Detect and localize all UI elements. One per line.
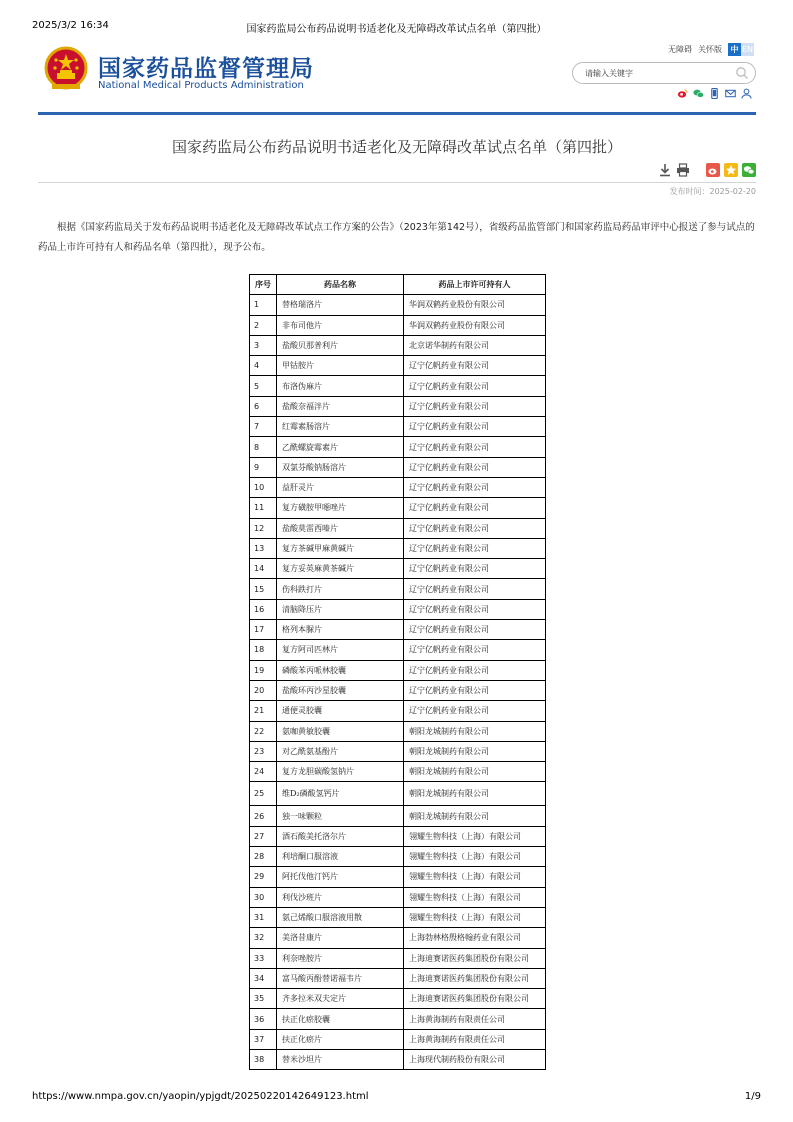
row-index: 6 xyxy=(250,396,277,416)
table-row xyxy=(250,295,546,315)
article-title: 国家药监局公布药品说明书适老化及无障碍改革试点名单（第四批） xyxy=(171,138,622,156)
row-index: 37 xyxy=(250,1029,277,1049)
print-icon[interactable] xyxy=(676,163,690,177)
row-holder: 辽宁亿帆药业有限公司 xyxy=(404,437,546,457)
table-row xyxy=(250,640,546,660)
row-holder: 辽宁亿帆药业有限公司 xyxy=(404,356,546,376)
row-index: 34 xyxy=(250,968,277,988)
table-body xyxy=(250,295,546,1070)
row-drug-name: 复方茶碱甲麻黄碱片 xyxy=(277,538,404,558)
header-index: 序号 xyxy=(250,275,277,295)
row-drug-name: 替米沙坦片 xyxy=(277,1049,404,1069)
row-drug-name: 清脑降压片 xyxy=(277,599,404,619)
row-drug-name: 复方龙胆碳酸氢钠片 xyxy=(277,762,404,782)
row-holder: 上海勃林格殷格翰药业有限公司 xyxy=(404,928,546,948)
row-holder: 辽宁亿帆药业有限公司 xyxy=(404,559,546,579)
row-index: 4 xyxy=(250,356,277,376)
row-drug-name: 利奈唑胺片 xyxy=(277,948,404,968)
row-index: 30 xyxy=(250,887,277,907)
row-holder: 上海迪赛诺医药集团股份有限公司 xyxy=(404,968,546,988)
row-drug-name: 酒石酸美托洛尔片 xyxy=(277,826,404,846)
table-row xyxy=(250,660,546,680)
row-holder: 辽宁亿帆药业有限公司 xyxy=(404,396,546,416)
table-row xyxy=(250,356,546,376)
social-row xyxy=(677,88,752,99)
row-holder: 朝阳龙城制药有限公司 xyxy=(404,782,546,806)
row-holder: 北京诺华制药有限公司 xyxy=(404,335,546,355)
row-index: 10 xyxy=(250,477,277,497)
print-header xyxy=(32,20,761,34)
header-divider xyxy=(38,112,756,115)
header-drug-name: 药品名称 xyxy=(277,275,404,295)
row-index: 12 xyxy=(250,518,277,538)
row-holder: 辽宁亿帆药业有限公司 xyxy=(404,599,546,619)
row-index: 17 xyxy=(250,620,277,640)
row-holder: 翎耀生物科技（上海）有限公司 xyxy=(404,867,546,887)
national-emblem-icon xyxy=(44,46,88,92)
table-row xyxy=(250,457,546,477)
search-input[interactable] xyxy=(585,66,725,80)
table-row xyxy=(250,826,546,846)
table-row xyxy=(250,928,546,948)
print-footer xyxy=(32,1091,761,1105)
row-drug-name: 格列本脲片 xyxy=(277,620,404,640)
table-row xyxy=(250,968,546,988)
table-row xyxy=(250,806,546,826)
row-drug-name: 齐多拉米双夫定片 xyxy=(277,989,404,1009)
mobile-icon[interactable] xyxy=(709,88,720,99)
publish-date xyxy=(670,186,757,197)
row-drug-name: 复方磺胺甲噁唑片 xyxy=(277,498,404,518)
row-drug-name: 双氯芬酸钠肠溶片 xyxy=(277,457,404,477)
table-row xyxy=(250,559,546,579)
row-drug-name: 扶正化瘀片 xyxy=(277,1029,404,1049)
row-drug-name: 通便灵胶囊 xyxy=(277,701,404,721)
row-holder: 翎耀生物科技（上海）有限公司 xyxy=(404,887,546,907)
row-drug-name: 富马酸丙酚替诺福韦片 xyxy=(277,968,404,988)
share-weibo-icon[interactable] xyxy=(706,163,720,177)
drug-list-table xyxy=(249,274,546,1070)
table-row xyxy=(250,741,546,761)
table-row xyxy=(250,867,546,887)
row-index: 27 xyxy=(250,826,277,846)
site-name-cn[interactable]: 国家药品监督管理局 xyxy=(98,56,314,82)
share-qzone-icon[interactable] xyxy=(724,163,738,177)
row-index: 25 xyxy=(250,782,277,806)
site-header xyxy=(38,40,756,112)
table-row xyxy=(250,701,546,721)
row-drug-name: 利伐沙班片 xyxy=(277,887,404,907)
row-holder: 辽宁亿帆药业有限公司 xyxy=(404,376,546,396)
row-holder: 上海现代制药股份有限公司 xyxy=(404,1049,546,1069)
row-holder: 华润双鹤药业股份有限公司 xyxy=(404,315,546,335)
row-holder: 辽宁亿帆药业有限公司 xyxy=(404,538,546,558)
table-row xyxy=(250,1009,546,1029)
row-holder: 上海黄海制药有限责任公司 xyxy=(404,1009,546,1029)
row-index: 35 xyxy=(250,989,277,1009)
search-box xyxy=(572,62,756,84)
row-drug-name: 利培酮口服溶液 xyxy=(277,847,404,867)
row-index: 38 xyxy=(250,1049,277,1069)
row-holder: 朝阳龙城制药有限公司 xyxy=(404,806,546,826)
row-holder: 辽宁亿帆药业有限公司 xyxy=(404,640,546,660)
row-index: 3 xyxy=(250,335,277,355)
table-row xyxy=(250,1029,546,1049)
publish-label: 发布时间： xyxy=(669,187,710,196)
row-drug-name: 复方阿司匹林片 xyxy=(277,640,404,660)
table-row xyxy=(250,335,546,355)
table-row xyxy=(250,989,546,1009)
header-holder: 药品上市许可持有人 xyxy=(404,275,546,295)
table-row xyxy=(250,498,546,518)
table-row xyxy=(250,477,546,497)
table-row xyxy=(250,417,546,437)
row-index: 26 xyxy=(250,806,277,826)
lang-cn-button[interactable]: 中 xyxy=(728,43,741,56)
row-drug-name: 氨己烯酸口服溶液用散 xyxy=(277,907,404,927)
row-drug-name: 盐酸贝那普利片 xyxy=(277,335,404,355)
row-index: 31 xyxy=(250,907,277,927)
table-row xyxy=(250,396,546,416)
row-holder: 辽宁亿帆药业有限公司 xyxy=(404,477,546,497)
row-drug-name: 独一味颗粒 xyxy=(277,806,404,826)
title-divider xyxy=(38,182,756,183)
print-url: https://www.nmpa.gov.cn/yaopin/ypjgdt/20250220142649123.html xyxy=(32,1091,369,1102)
table-row xyxy=(250,437,546,457)
row-drug-name: 对乙酰氨基酚片 xyxy=(277,741,404,761)
table-row xyxy=(250,315,546,335)
row-drug-name: 替格瑞洛片 xyxy=(277,295,404,315)
row-index: 20 xyxy=(250,680,277,700)
row-drug-name: 盐酸莫雷西嗪片 xyxy=(277,518,404,538)
row-drug-name: 伤科跌打片 xyxy=(277,579,404,599)
row-index: 33 xyxy=(250,948,277,968)
weibo-icon[interactable] xyxy=(677,88,688,99)
row-index: 18 xyxy=(250,640,277,660)
row-holder: 朝阳龙城制药有限公司 xyxy=(404,721,546,741)
row-drug-name: 红霉素肠溶片 xyxy=(277,417,404,437)
row-index: 9 xyxy=(250,457,277,477)
table-row xyxy=(250,907,546,927)
row-index: 5 xyxy=(250,376,277,396)
mail-icon[interactable] xyxy=(725,88,736,99)
row-index: 13 xyxy=(250,538,277,558)
user-icon[interactable] xyxy=(741,88,752,99)
row-holder: 辽宁亿帆药业有限公司 xyxy=(404,680,546,700)
row-holder: 辽宁亿帆药业有限公司 xyxy=(404,620,546,640)
table-row xyxy=(250,847,546,867)
print-datetime: 2025/3/2 16:34 xyxy=(32,20,109,31)
row-holder: 翎耀生物科技（上海）有限公司 xyxy=(404,826,546,846)
row-index: 15 xyxy=(250,579,277,599)
table-row xyxy=(250,620,546,640)
row-holder: 辽宁亿帆药业有限公司 xyxy=(404,518,546,538)
row-drug-name: 益肝灵片 xyxy=(277,477,404,497)
row-holder: 上海黄海制药有限责任公司 xyxy=(404,1029,546,1049)
row-index: 36 xyxy=(250,1009,277,1029)
row-index: 24 xyxy=(250,762,277,782)
table-row xyxy=(250,579,546,599)
article-tools xyxy=(658,163,756,177)
publish-date-value: 2025-02-20 xyxy=(709,187,756,196)
row-holder: 辽宁亿帆药业有限公司 xyxy=(404,457,546,477)
row-drug-name: 盐酸环丙沙星胶囊 xyxy=(277,680,404,700)
wechat-icon[interactable] xyxy=(693,88,704,99)
row-drug-name: 氨咖黄敏胶囊 xyxy=(277,721,404,741)
row-holder: 翎耀生物科技（上海）有限公司 xyxy=(404,907,546,927)
row-drug-name: 复方妥英麻黄茶碱片 xyxy=(277,559,404,579)
table-row xyxy=(250,518,546,538)
row-holder: 辽宁亿帆药业有限公司 xyxy=(404,701,546,721)
row-index: 21 xyxy=(250,701,277,721)
row-index: 7 xyxy=(250,417,277,437)
search-icon[interactable] xyxy=(735,66,749,80)
lang-en-button[interactable]: EN xyxy=(741,45,754,54)
download-icon[interactable] xyxy=(658,163,672,177)
row-index: 19 xyxy=(250,660,277,680)
row-index: 22 xyxy=(250,721,277,741)
row-index: 16 xyxy=(250,599,277,619)
print-page-number: 1/9 xyxy=(744,1091,761,1102)
table-row xyxy=(250,948,546,968)
row-index: 29 xyxy=(250,867,277,887)
row-holder: 朝阳龙城制药有限公司 xyxy=(404,762,546,782)
row-drug-name: 维D₂磷酸氢钙片 xyxy=(277,782,404,806)
row-drug-name: 美洛昔康片 xyxy=(277,928,404,948)
row-drug-name: 扶正化瘀胶囊 xyxy=(277,1009,404,1029)
row-holder: 辽宁亿帆药业有限公司 xyxy=(404,660,546,680)
row-drug-name: 布洛伪麻片 xyxy=(277,376,404,396)
row-drug-name: 阿托伐他汀钙片 xyxy=(277,867,404,887)
article-intro: 根据《国家药监局关于发布药品说明书适老化及无障碍改革试点工作方案的公告》（2023年第142号），省级药品监管部门和国家药监局药品审评中心报送了参与试点的药品上市许可持有人和药品名单（第四批），现予公布。 xyxy=(38,222,755,253)
row-drug-name: 盐酸奈福泮片 xyxy=(277,396,404,416)
table-row xyxy=(250,782,546,806)
row-index: 8 xyxy=(250,437,277,457)
table-row xyxy=(250,538,546,558)
row-index: 1 xyxy=(250,295,277,315)
table-header-row xyxy=(250,275,546,295)
row-drug-name: 非布司他片 xyxy=(277,315,404,335)
print-doc-title: 国家药监局公布药品说明书适老化及无障碍改革试点名单（第四批） xyxy=(246,24,547,35)
table-row xyxy=(250,680,546,700)
row-drug-name: 磷酸苯丙哌林胶囊 xyxy=(277,660,404,680)
row-holder: 朝阳龙城制药有限公司 xyxy=(404,741,546,761)
top-links xyxy=(668,43,754,56)
row-holder: 华润双鹤药业股份有限公司 xyxy=(404,295,546,315)
row-holder: 辽宁亿帆药业有限公司 xyxy=(404,579,546,599)
row-index: 14 xyxy=(250,559,277,579)
row-drug-name: 甲钴胺片 xyxy=(277,356,404,376)
row-index: 28 xyxy=(250,847,277,867)
share-wechat-icon[interactable] xyxy=(742,163,756,177)
row-drug-name: 乙酰螺旋霉素片 xyxy=(277,437,404,457)
site-name-en[interactable]: National Medical Products Administration xyxy=(98,80,304,91)
table-row xyxy=(250,1049,546,1069)
accessible-link[interactable]: 无障碍 xyxy=(668,45,692,54)
row-index: 11 xyxy=(250,498,277,518)
table-row xyxy=(250,721,546,741)
table-row xyxy=(250,762,546,782)
row-holder: 辽宁亿帆药业有限公司 xyxy=(404,417,546,437)
row-holder: 翎耀生物科技（上海）有限公司 xyxy=(404,847,546,867)
row-index: 32 xyxy=(250,928,277,948)
table-row xyxy=(250,376,546,396)
table-row xyxy=(250,887,546,907)
row-index: 2 xyxy=(250,315,277,335)
elderly-mode-link[interactable]: 关怀版 xyxy=(698,45,722,54)
row-index: 23 xyxy=(250,741,277,761)
table-row xyxy=(250,599,546,619)
row-holder: 上海迪赛诺医药集团股份有限公司 xyxy=(404,989,546,1009)
row-holder: 上海迪赛诺医药集团股份有限公司 xyxy=(404,948,546,968)
row-holder: 辽宁亿帆药业有限公司 xyxy=(404,498,546,518)
